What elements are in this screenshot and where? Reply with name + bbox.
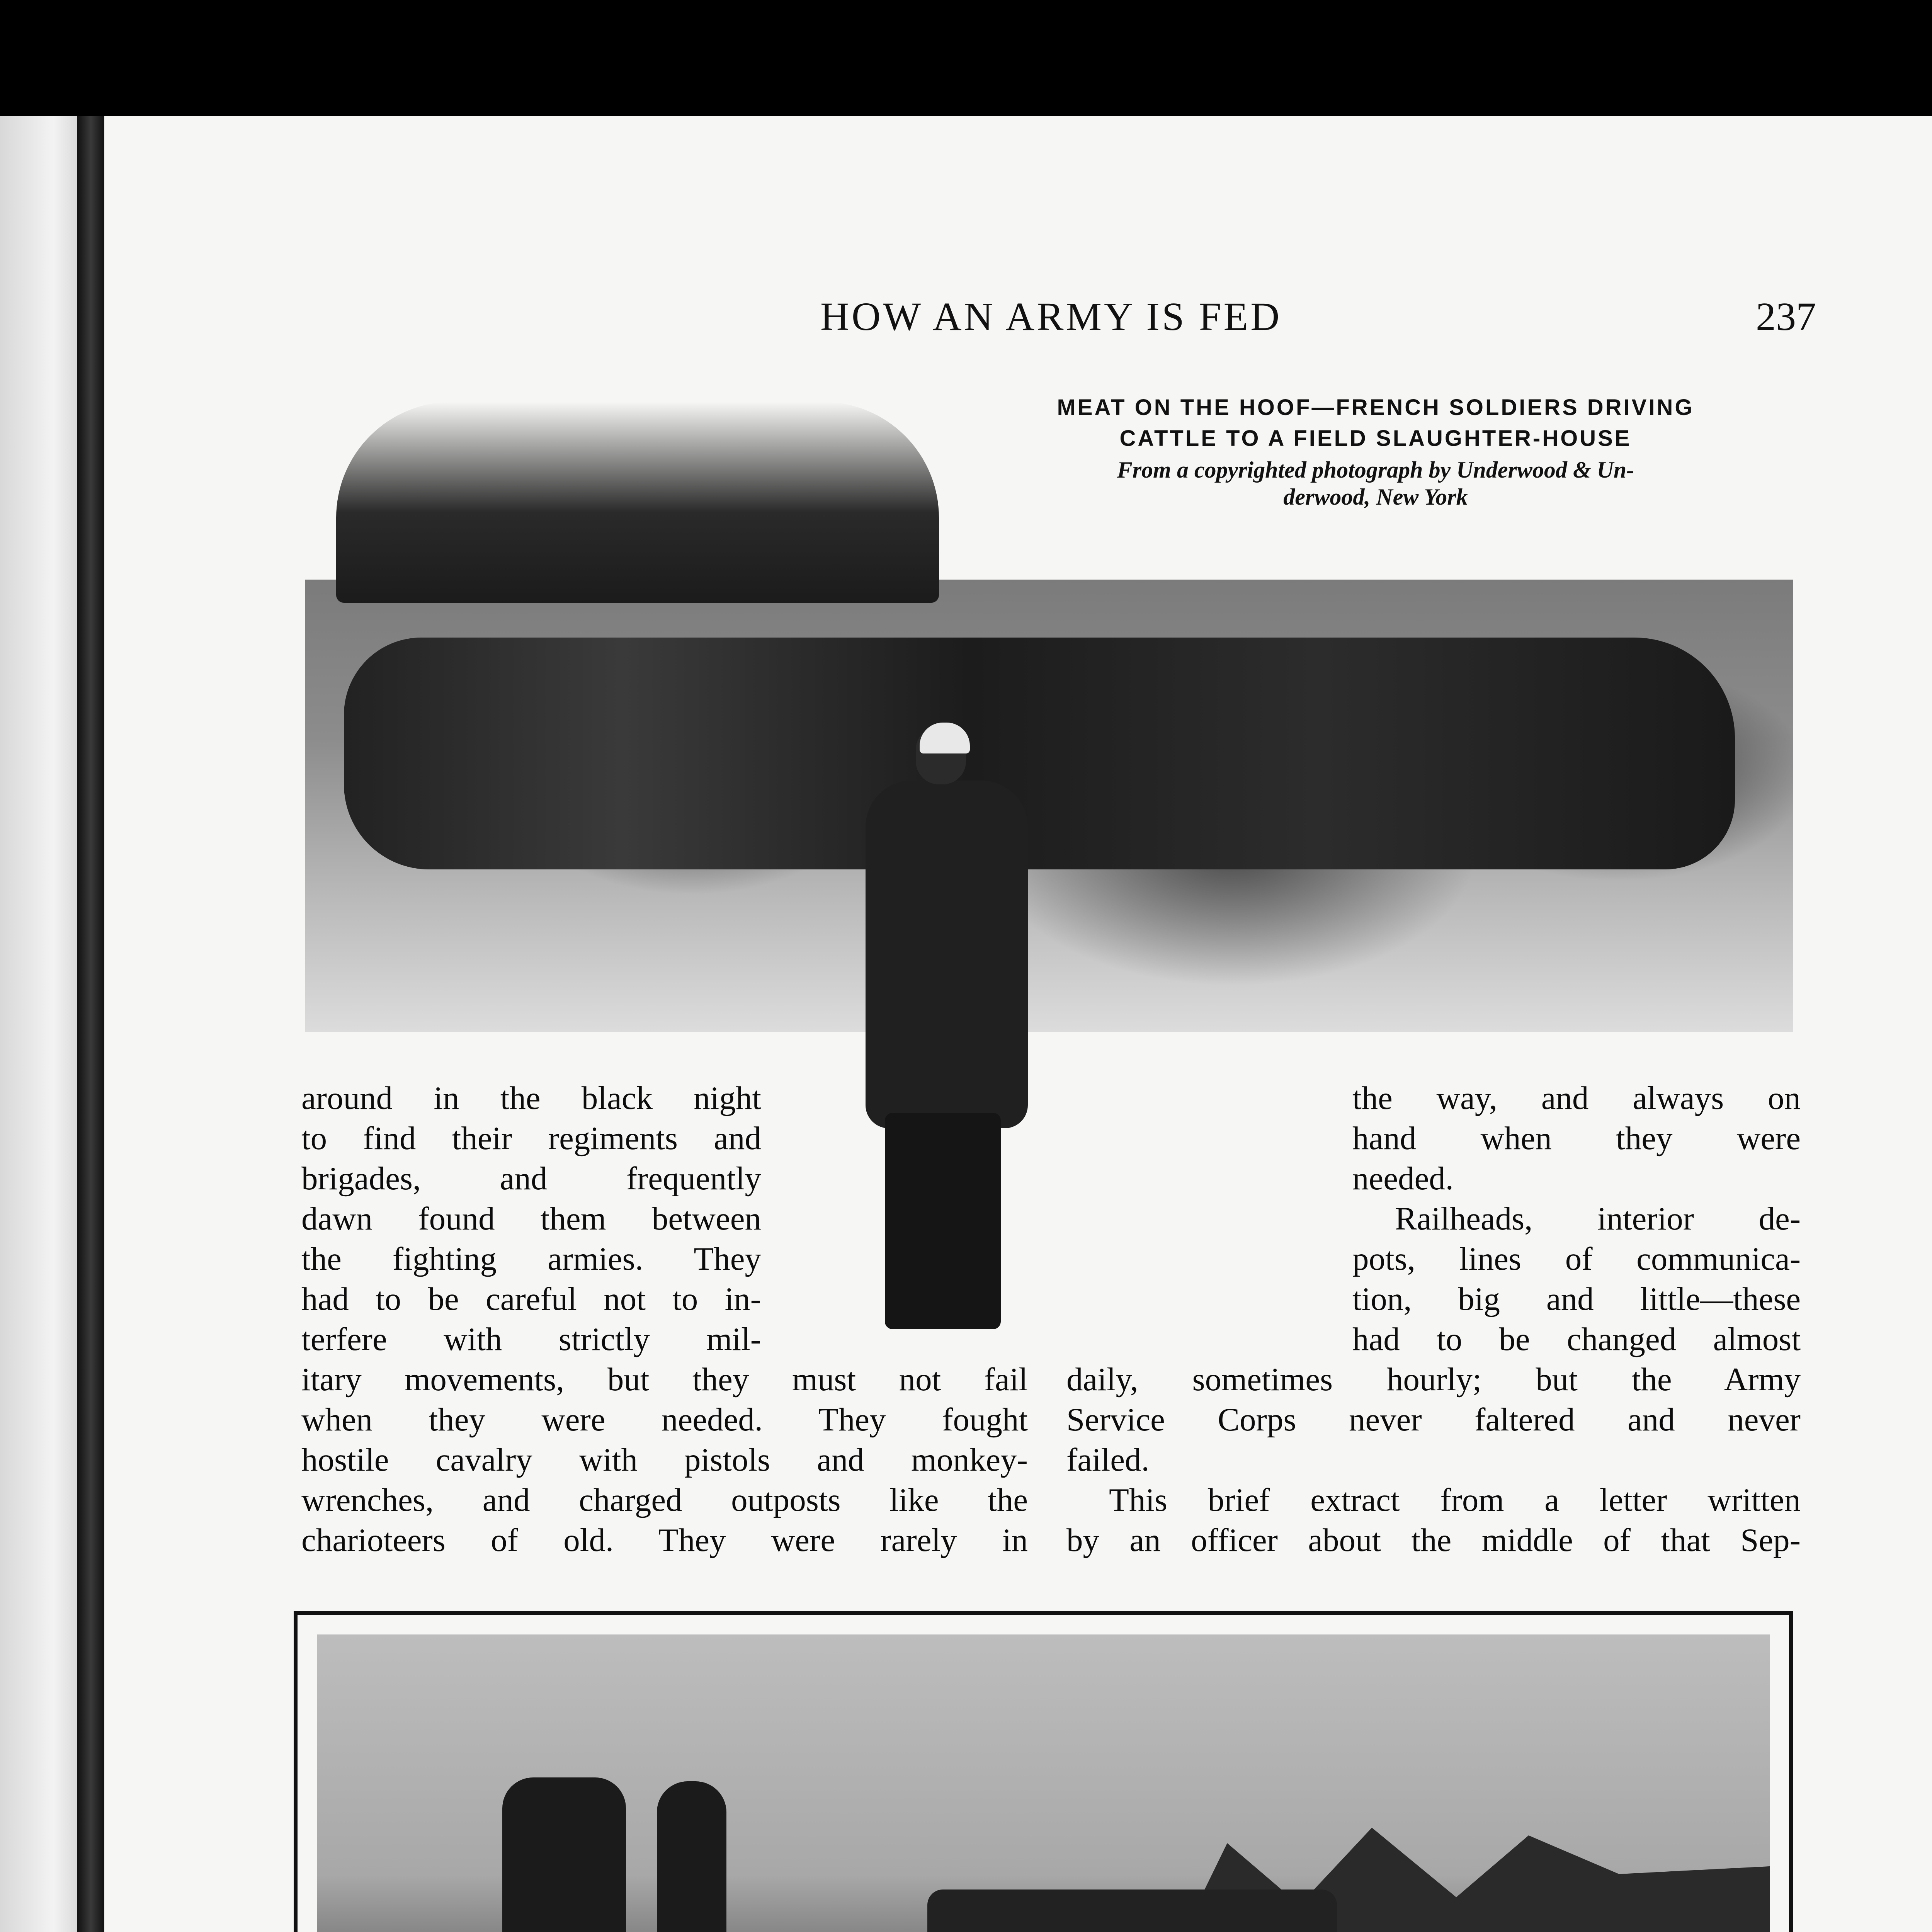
top-credit-line-2: derwood, New York [1283,484,1468,510]
water-truck-tank [927,1889,1337,1932]
text-line: itary movements, but they must not fail [301,1361,1028,1398]
text-left-narrow [301,1078,761,1359]
top-credit-line-1: From a copyrighted photograph by Underwood & Un- [1117,457,1634,483]
text-line: failed. [1066,1442,1150,1478]
soldier-on-truck [502,1777,626,1932]
top-photo-caption [989,392,1762,510]
text-line: the fighting armies. They [301,1241,761,1277]
text-line: pots, lines of communica- [1352,1241,1801,1277]
text-line: when they were needed. They fought [301,1401,1028,1438]
top-caption-line-2: CATTLE TO A FIELD SLAUGHTER-HOUSE [1119,426,1632,451]
text-line: had to be changed almost [1352,1321,1801,1357]
text-line: brigades, and frequently [301,1160,761,1197]
text-line: Service Corps never faltered and never [1066,1401,1801,1438]
text-left-wide [301,1359,1028,1560]
mounted-soldiers [336,402,939,603]
water-trucks-photograph [317,1634,1770,1932]
text-line: wrenches, and charged outposts like the [301,1482,1028,1518]
text-line: This brief extract from a letter written [1109,1482,1801,1518]
text-line: Railheads, interior de- [1395,1201,1801,1237]
walking-soldier-figure [831,726,1047,1329]
text-right-narrow [1352,1078,1801,1359]
text-line: the way, and always on [1352,1080,1801,1116]
page-number: 237 [1756,294,1816,339]
facing-page-edge [0,116,89,1932]
text-line: had to be careful not to in- [301,1281,761,1317]
text-line: tion, big and little—these [1352,1281,1801,1317]
text-line: daily, sometimes hourly; but the Army [1066,1361,1801,1398]
book-spine [77,116,104,1932]
text-line: dawn found them between [301,1201,761,1237]
text-line: needed. [1352,1160,1454,1197]
text-line: around in the black night [301,1080,761,1116]
top-caption-line-1: MEAT ON THE HOOF—FRENCH SOLDIERS DRIVING [1057,395,1694,420]
text-right-wide [1066,1359,1801,1560]
text-line: terfere with strictly mil- [301,1321,761,1357]
running-head: HOW AN ARMY IS FED [820,294,1282,339]
text-line: charioteers of old. They were rarely in [301,1522,1028,1558]
text-line: hand when they were [1352,1120,1801,1156]
soldier-on-truck [657,1781,726,1932]
cattle-photograph [305,580,1793,1032]
text-line: to find their regiments and [301,1120,761,1156]
text-line: hostile cavalry with pistols and monkey- [301,1442,1028,1478]
text-line: by an officer about the middle of that Sep- [1066,1522,1801,1558]
